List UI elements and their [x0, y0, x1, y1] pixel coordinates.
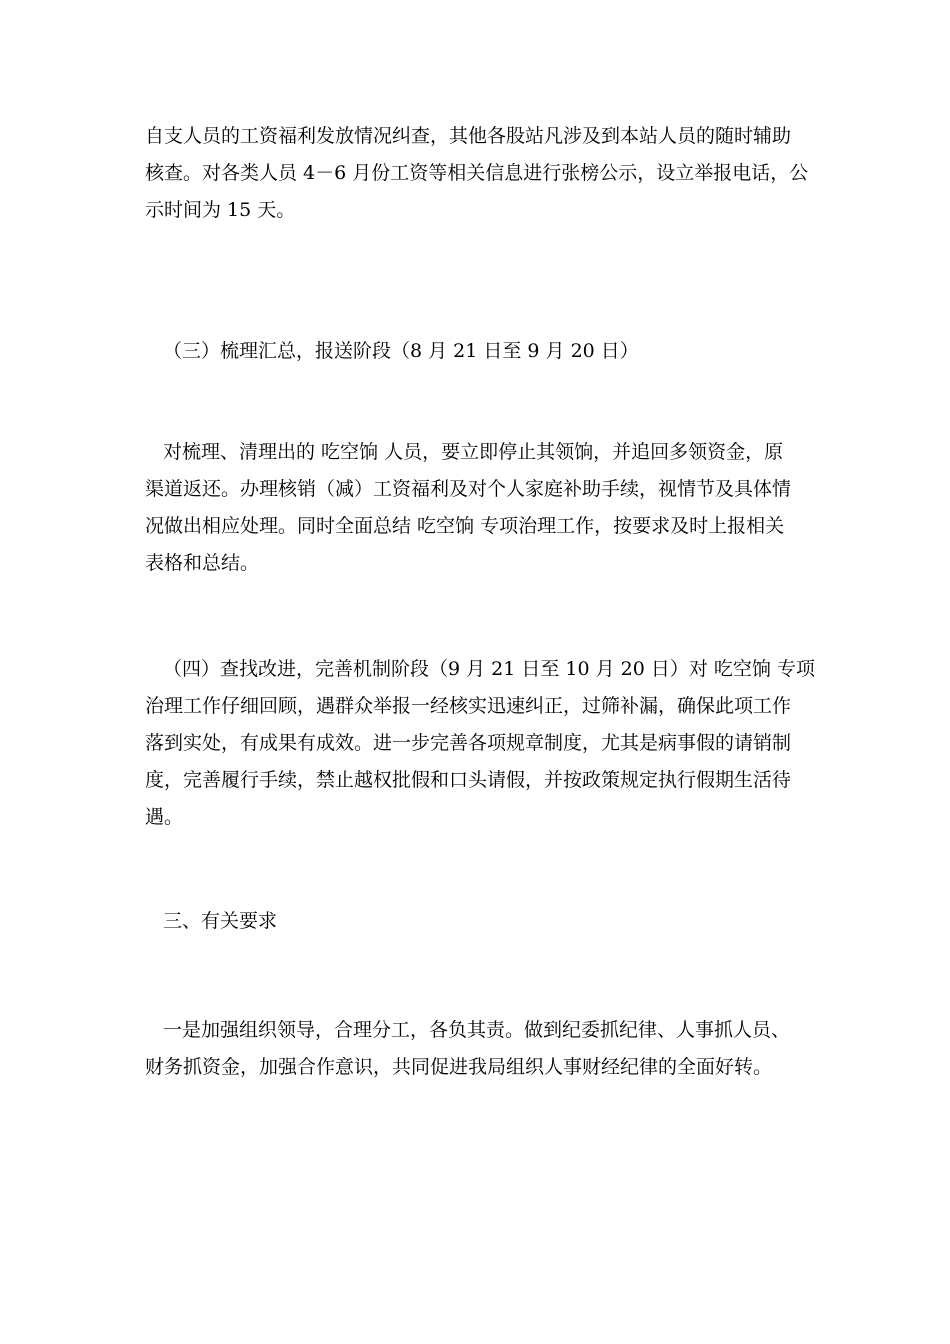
text-line: （三）梳理汇总，报送阶段（8 月 21 日至 9 月 20 日）: [163, 340, 639, 362]
text-line: 财务抓资金，加强合作意识，共同促进我局组织人事财经纪律的全面好转。: [145, 1056, 773, 1078]
text-line: （四）查找改进，完善机制阶段（9 月 21 日至 10 月 20 日）对 吃空饷 专项: [163, 658, 815, 680]
text-line: 度，完善履行手续，禁止越权批假和口头请假，并按政策规定执行假期生活待: [145, 769, 792, 791]
paragraph-requirement-one: [145, 1012, 817, 1086]
text-line: 示时间为 15 天。: [145, 199, 296, 221]
text-line: 表格和总结。: [145, 552, 260, 574]
text-line: 自支人员的工资福利发放情况纠查，其他各股站凡涉及到本站人员的随时辅助: [145, 125, 792, 147]
heading-requirements: [163, 903, 835, 940]
text-line: 治理工作仔细回顾，遇群众举报一经核实迅速纠正，过筛补漏，确保此项工作: [145, 695, 792, 717]
text-line: 渠道返还。办理核销（减）工资福利及对个人家庭补助手续，视情节及具体情: [145, 478, 792, 500]
paragraph-salary-check: [145, 118, 817, 229]
paragraph-stage-four: [145, 651, 817, 836]
paragraph-stage-three-body: [145, 434, 817, 582]
text-line: 落到实处，有成果有成效。进一步完善各项规章制度，尤其是病事假的请销制: [145, 732, 792, 754]
text-line: 遇。: [145, 806, 184, 828]
text-line: 一是加强组织领导，合理分工，各负其责。做到纪委抓纪律、人事抓人员、: [163, 1019, 791, 1041]
text-line: 对梳理、清理出的 吃空饷 人员，要立即停止其领饷，并追回多领资金，原: [163, 441, 784, 463]
text-line: 核查。对各类人员 4－6 月份工资等相关信息进行张榜公示，设立举报电话，公: [145, 162, 809, 184]
text-line: 况做出相应处理。同时全面总结 吃空饷 专项治理工作，按要求及时上报相关: [145, 515, 785, 537]
text-line: 三、有关要求: [163, 910, 278, 932]
heading-stage-three: [163, 333, 835, 370]
